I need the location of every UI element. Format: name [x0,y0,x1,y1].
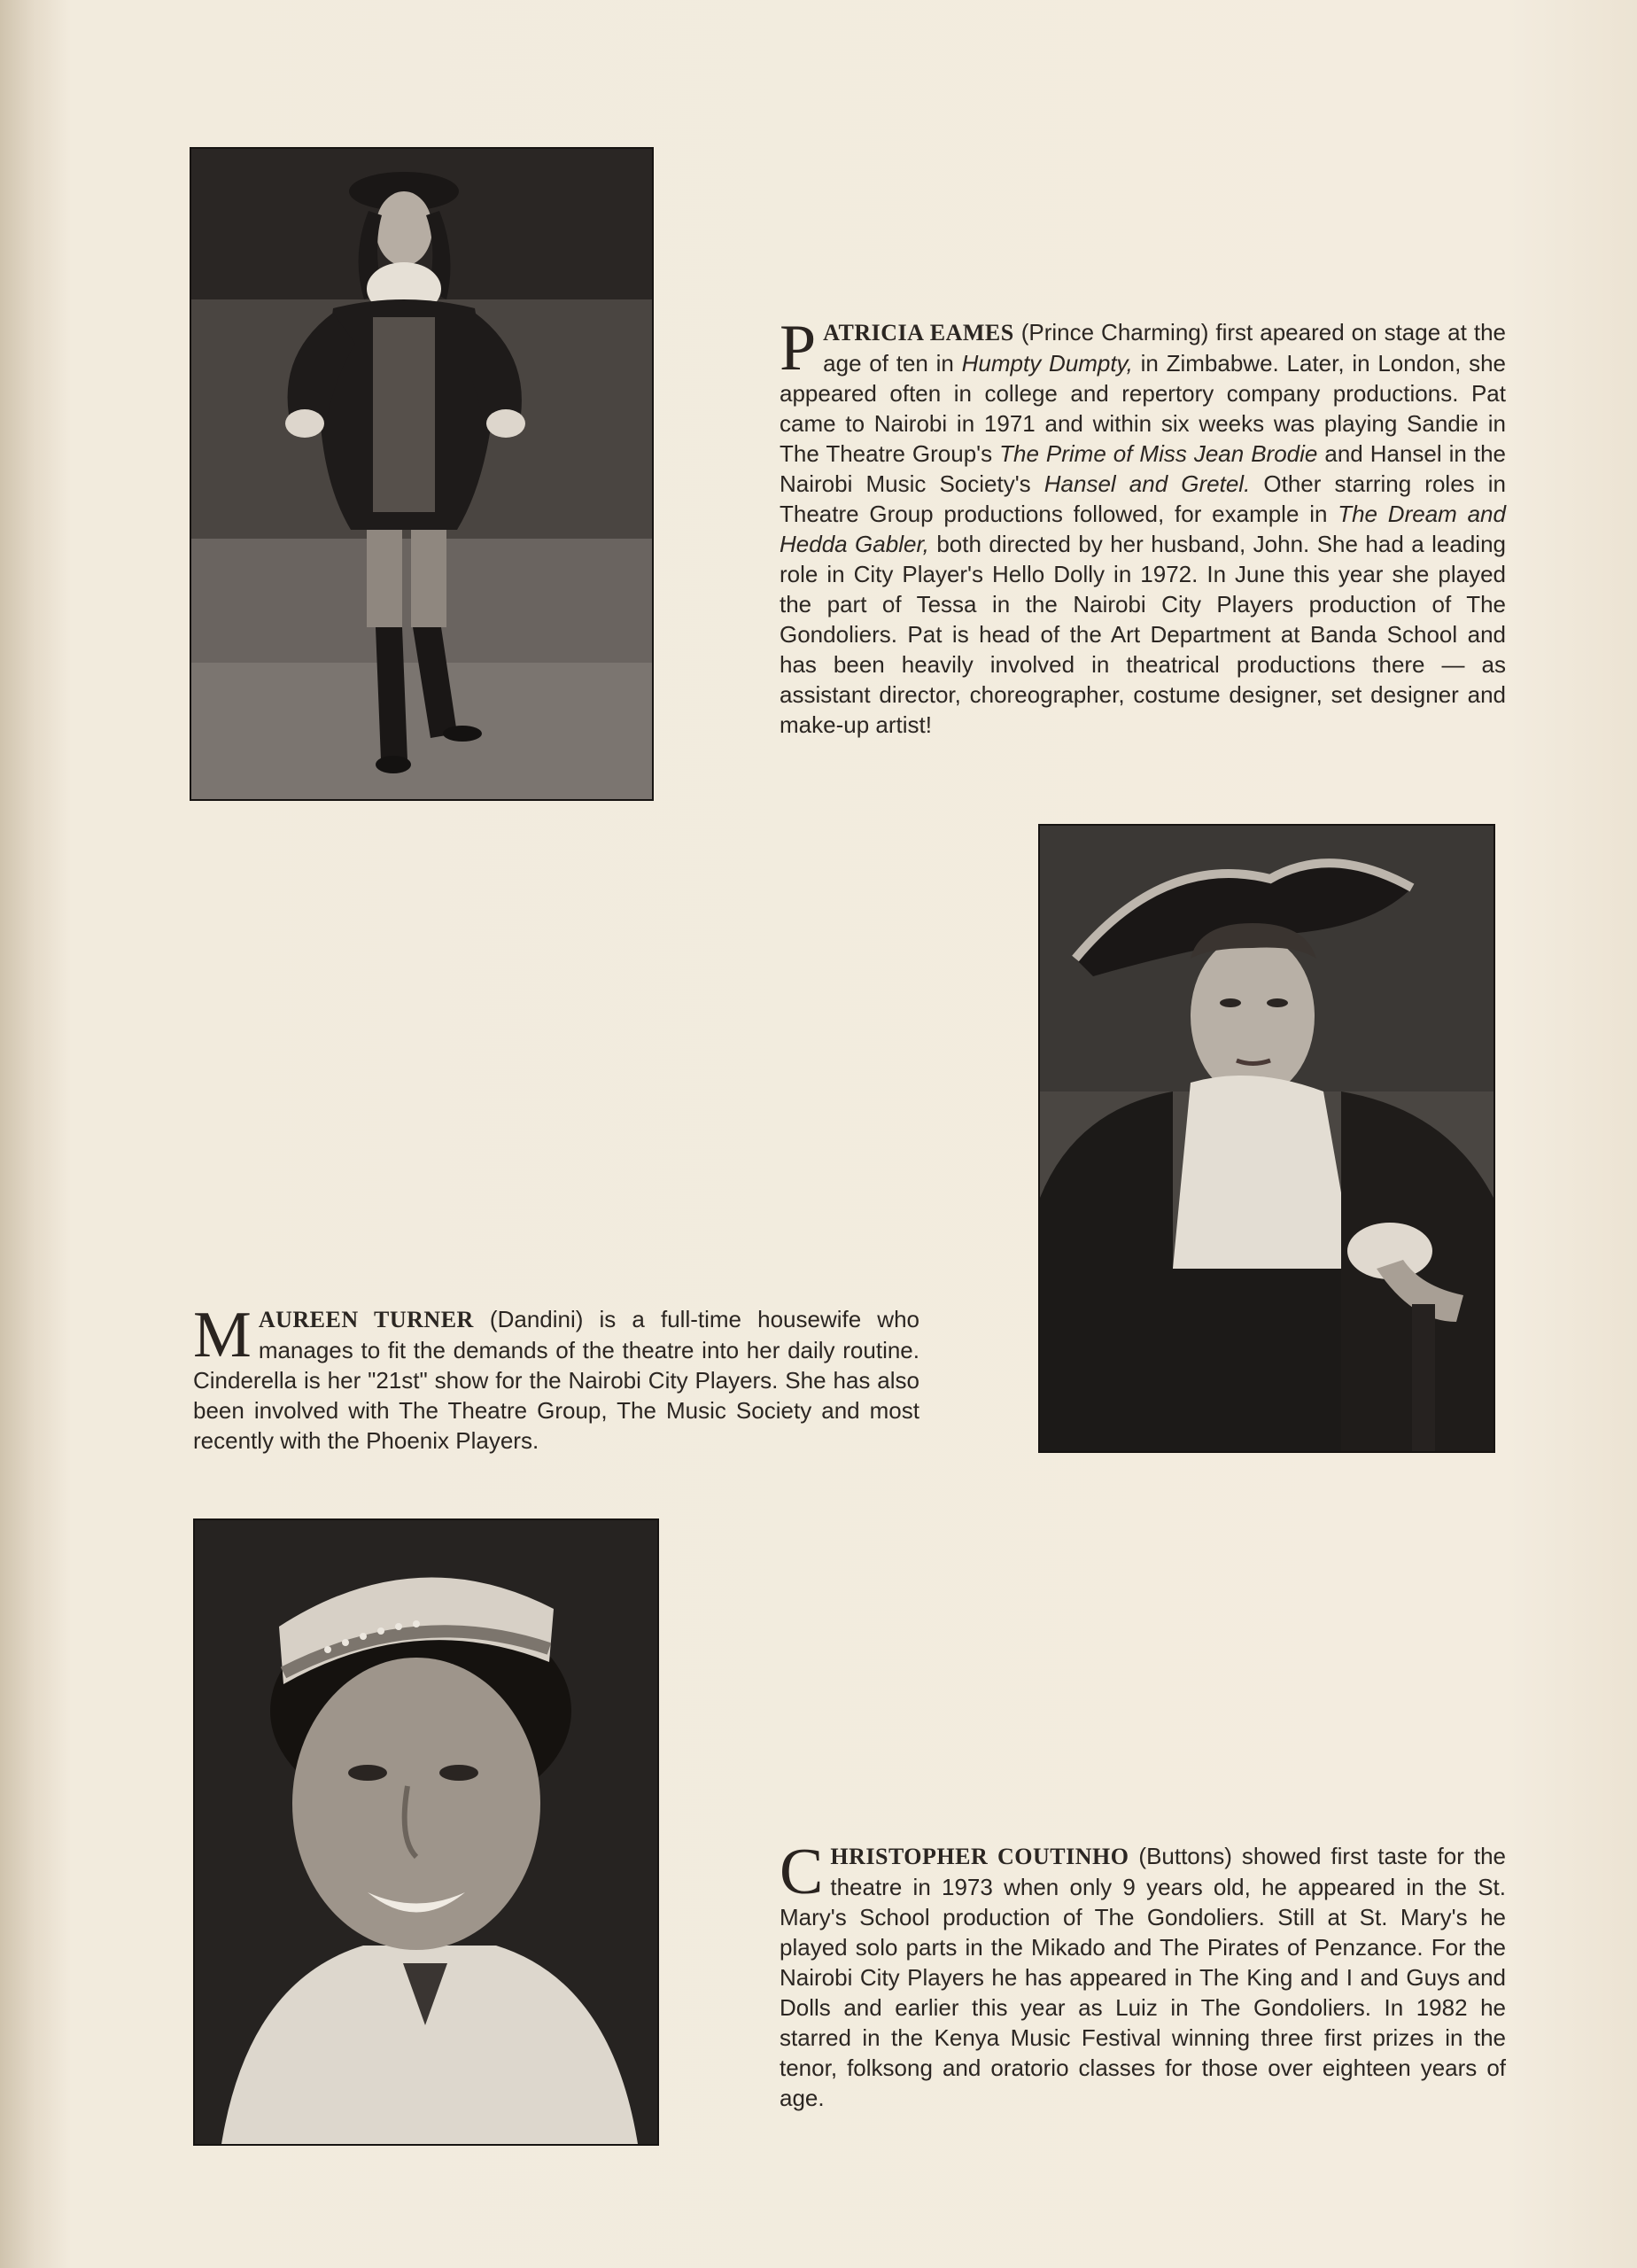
performer-name: ATRICIA EAMES [823,320,1014,346]
bio-text: first apeared on stage at the age of ten in Humpty Dumpty, in Zimbabwe. Later, in London, she appeared often in college and repertory company productions. Pat came to Nairobi in 1971 and within six weeks was playing Sandie in The Theatre Group's The Prime of Miss Jean Brodie and Hansel in the Nairobi Music Society's Hansel and Gretel. Other starring roles in Theatre Group productions followed, for example in The Dream and Hedda Gabler, both directed by her husband, John. She had a leading role in City Player's Hello Dolly in 1972. In June this year she played the part of Tessa in the Nairobi City Players production of The Gondoliers. Pat is head of the Art Department at Banda School and has been heavily involved in theatrical productions there — as assistant director, choreographer, costume designer, set designer and make-up artist! [780,319,1506,738]
performer-name: AUREEN TURNER [258,1307,474,1332]
bio-patricia-eames [780,312,1506,740]
role-name: (Buttons) [1129,1843,1232,1869]
performer-name: HRISTOPHER COUTINHO [830,1844,1129,1869]
bio-christopher-coutinho [780,1836,1506,2113]
photo-christopher-coutinho [193,1518,659,2146]
page-spine-shadow [0,0,71,2268]
drop-cap: M [193,1299,252,1371]
photo-maureen-turner [1038,824,1495,1453]
bio-text: is a full-time housewife who manages to fit the demands of the theatre into her daily routine. Cinderella is her "21st" show for the Nairobi City Players. She has also been involved with The Theatre Group, The Music Society and most recently with the Phoenix Players. [193,1306,920,1454]
role-name: (Dandini) [473,1306,584,1332]
bio-maureen-turner [193,1299,920,1456]
bio-text: showed first taste for the theatre in 1973 when only 9 years old, he appeared in the St. Mary's School production of The Gondoliers. Still at St. Mary's he played solo parts in the Mikado and The Pirates of Penzance. For the Nairobi City Players he has appeared in The King and I and Guys and Dolls and earlier this year as Luiz in The Gondoliers. In 1982 he starred in the Kenya Music Festival winning three first prizes in the tenor, folksong and oratorio classes for those over eighteen years of age. [780,1843,1506,2111]
role-name: (Prince Charming) [1013,319,1209,346]
photo-patricia-eames [190,147,654,801]
drop-cap: C [780,1836,824,1908]
drop-cap: P [780,312,817,384]
